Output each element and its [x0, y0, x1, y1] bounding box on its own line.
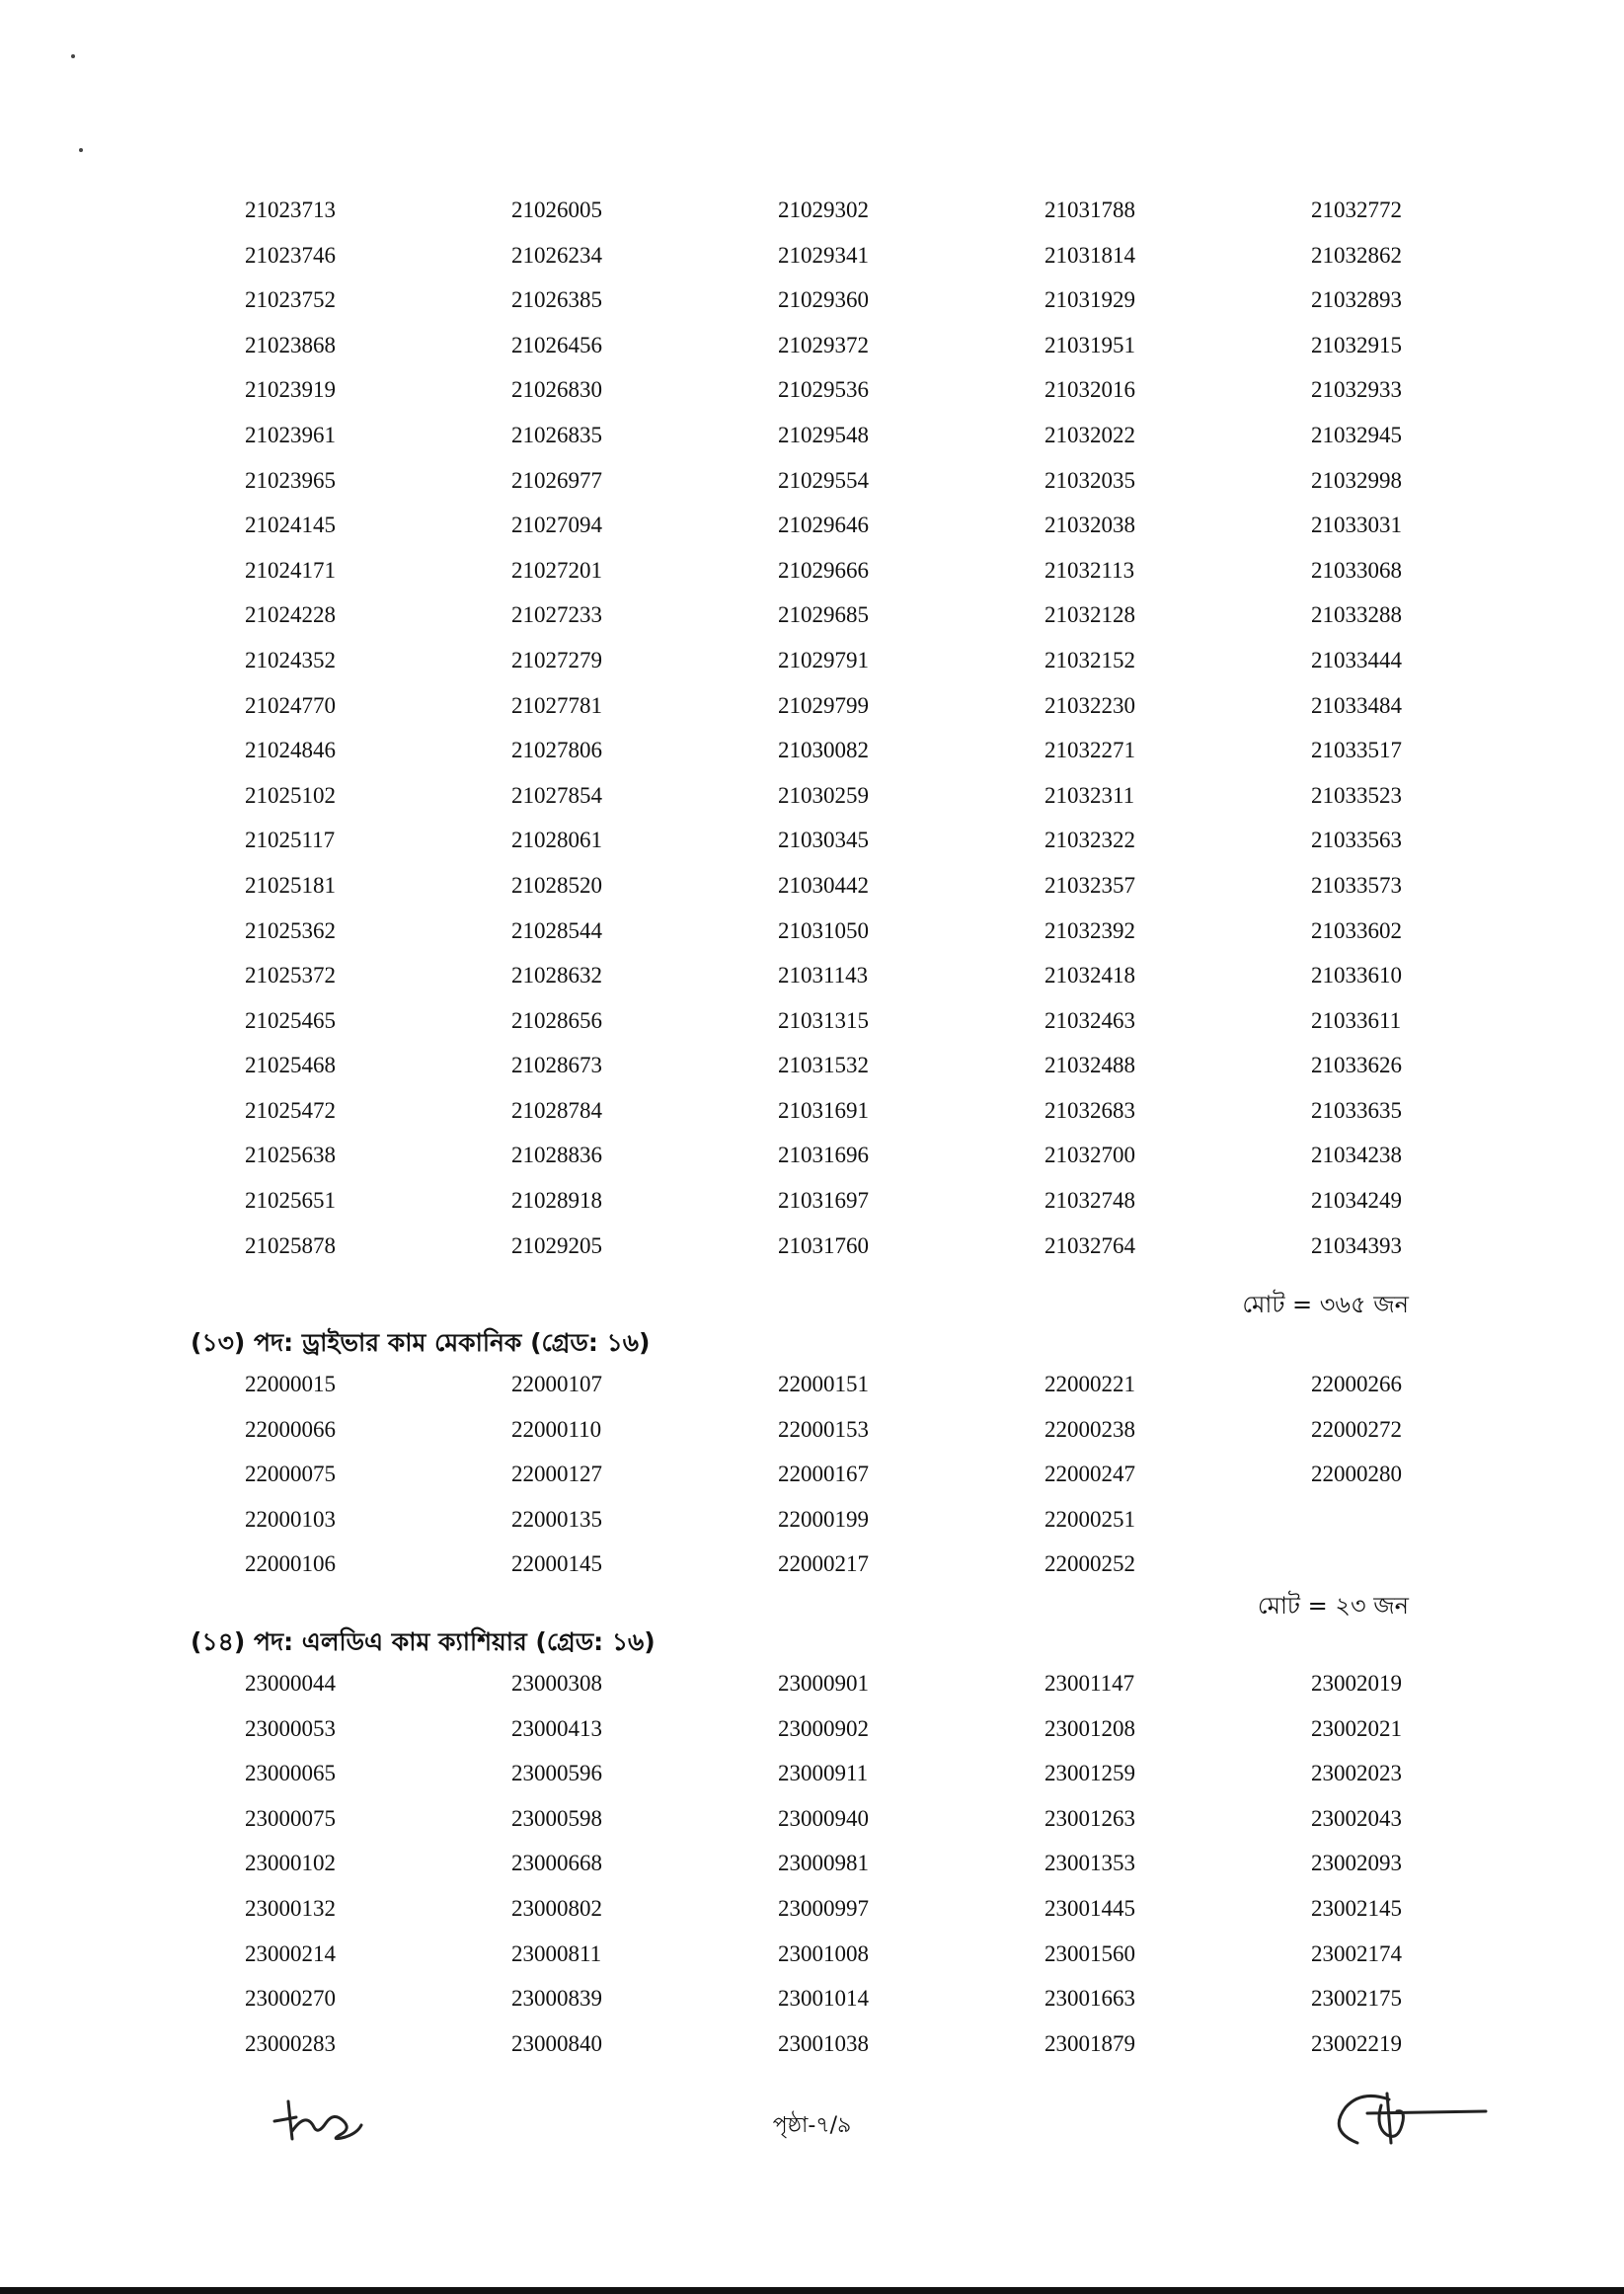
roll-number: 21025468 [245, 1053, 336, 1078]
roll-number: 22000075 [245, 1462, 336, 1487]
roll-number: 23000840 [511, 2030, 602, 2056]
roll-number: 21030345 [778, 828, 869, 853]
roll-number: 21024352 [245, 647, 336, 672]
roll-number: 21028632 [511, 963, 602, 989]
scan-speck [79, 148, 83, 152]
roll-number: 21026835 [511, 422, 602, 447]
roll-number: 23002021 [1311, 1715, 1402, 1741]
roll-number: 21027094 [511, 513, 602, 538]
roll-number: 21025181 [245, 872, 336, 898]
roll-number: 21033611 [1311, 1007, 1402, 1033]
roll-number: 21032357 [1044, 872, 1135, 898]
roll-number: 22000238 [1044, 1416, 1135, 1442]
roll-number: 21031788 [1044, 198, 1135, 222]
roll-number: 22000106 [245, 1551, 336, 1577]
roll-number: 21029646 [778, 513, 869, 538]
roll-number: 21029799 [778, 692, 869, 718]
roll-number: 21031143 [778, 963, 869, 989]
roll-number: 23000911 [778, 1761, 869, 1786]
roll-number: 21029302 [778, 198, 869, 222]
roll-number: 21023965 [245, 467, 336, 493]
roll-number: 21032748 [1044, 1188, 1135, 1214]
roll-number: 23000802 [511, 1895, 602, 1921]
roll-number: 21028918 [511, 1188, 602, 1214]
roll-number: 21026977 [511, 467, 602, 493]
roll-number: 23001208 [1044, 1715, 1135, 1741]
roll-number: 23000053 [245, 1715, 336, 1741]
roll-number: 22000066 [245, 1416, 336, 1442]
roll-number: 23000902 [778, 1715, 869, 1741]
roll-number: 21032016 [1044, 377, 1135, 403]
roll-number: 23000997 [778, 1895, 869, 1921]
roll-number: 21031050 [778, 917, 869, 943]
roll-number: 21033288 [1311, 602, 1402, 628]
roll-number: 21033573 [1311, 872, 1402, 898]
roll-number: 21032772 [1311, 198, 1402, 222]
roll-number: 21033517 [1311, 738, 1402, 763]
roll-number: 21029360 [778, 287, 869, 313]
roll-number: 21027233 [511, 602, 602, 628]
roll-number: 21027806 [511, 738, 602, 763]
roll-number: 23000044 [245, 1671, 336, 1696]
roll-number: 21029341 [778, 242, 869, 268]
roll-number: 21023746 [245, 242, 336, 268]
roll-number: 22000221 [1044, 1372, 1135, 1396]
roll-number: 23000102 [245, 1851, 336, 1876]
roll-number: 21033444 [1311, 647, 1402, 672]
roll-number: 22000251 [1044, 1506, 1135, 1532]
page-number: পৃষ্ঠা-৭/৯ [772, 2113, 852, 2138]
roll-number: 21032683 [1044, 1097, 1135, 1123]
roll-number: 21032418 [1044, 963, 1135, 989]
roll-number: 21031532 [778, 1053, 869, 1078]
roll-number: 23000413 [511, 1715, 602, 1741]
roll-number: 21027279 [511, 647, 602, 672]
roll-number: 21028784 [511, 1097, 602, 1123]
roll-number: 21025472 [245, 1097, 336, 1123]
roll-number: 23000214 [245, 1940, 336, 1966]
roll-number: 22000135 [511, 1506, 602, 1532]
roll-number [1311, 1542, 1410, 1587]
roll-number: 21031696 [778, 1143, 869, 1168]
roll-number: 23000901 [778, 1671, 869, 1696]
roll-number: 22000151 [778, 1372, 869, 1396]
roll-number: 21025878 [245, 1232, 336, 1258]
roll-number: 22000153 [778, 1416, 869, 1442]
roll-number: 21032113 [1044, 557, 1135, 583]
roll-number: 21025651 [245, 1188, 336, 1214]
roll-number: 21032862 [1311, 242, 1402, 268]
roll-number: 22000272 [1311, 1416, 1402, 1442]
roll-number: 23000940 [778, 1805, 869, 1831]
roll-number: 23002019 [1311, 1671, 1402, 1696]
roll-number: 21032322 [1044, 828, 1135, 853]
roll-number: 21032311 [1044, 782, 1135, 808]
roll-number: 21027201 [511, 557, 602, 583]
roll-number: 21028836 [511, 1143, 602, 1168]
roll-number: 22000266 [1311, 1372, 1402, 1396]
roll-number: 22000217 [778, 1551, 869, 1577]
scan-speck [71, 54, 75, 58]
roll-number: 21032022 [1044, 422, 1135, 447]
roll-number: 21029548 [778, 422, 869, 447]
roll-number: 21031929 [1044, 287, 1135, 313]
roll-number: 23002145 [1311, 1895, 1402, 1921]
roll-number: 21033068 [1311, 557, 1402, 583]
roll-number: 21033635 [1311, 1097, 1402, 1123]
roll-number: 21030259 [778, 782, 869, 808]
roll-number: 21026385 [511, 287, 602, 313]
roll-number: 21025638 [245, 1143, 336, 1168]
roll-number: 21023713 [245, 198, 336, 222]
roll-number: 22000247 [1044, 1462, 1135, 1487]
roll-number: 23000075 [245, 1805, 336, 1831]
roll-number: 22000145 [511, 1551, 602, 1577]
roll-number: 21027781 [511, 692, 602, 718]
roll-number: 21032764 [1044, 1232, 1135, 1258]
roll-number: 21034249 [1311, 1188, 1402, 1214]
roll-number: 21031691 [778, 1097, 869, 1123]
roll-number: 21029791 [778, 647, 869, 672]
roll-number: 21032933 [1311, 377, 1402, 403]
roll-number: 23001263 [1044, 1805, 1135, 1831]
roll-number: 21025362 [245, 917, 336, 943]
roll-number: 22000280 [1311, 1462, 1402, 1487]
roll-number: 21026234 [511, 242, 602, 268]
roll-number: 21028544 [511, 917, 602, 943]
roll-number: 23002219 [1311, 2030, 1402, 2056]
roll-number: 21032152 [1044, 647, 1135, 672]
roll-number: 21031315 [778, 1007, 869, 1033]
roll-number: 21033563 [1311, 828, 1402, 853]
roll-number: 21030082 [778, 738, 869, 763]
roll-number: 23002023 [1311, 1761, 1402, 1786]
roll-number: 21031814 [1044, 242, 1135, 268]
roll-number: 21032945 [1311, 422, 1402, 447]
roll-number: 21025372 [245, 963, 336, 989]
section-total: মোট = ২৩ জন [1257, 1592, 1409, 1620]
roll-number: 23002175 [1311, 1986, 1402, 2012]
roll-number: 21033031 [1311, 513, 1402, 538]
roll-number: 21034238 [1311, 1143, 1402, 1168]
roll-number: 21033523 [1311, 782, 1402, 808]
roll-number: 21029372 [778, 332, 869, 357]
roll-number: 21026830 [511, 377, 602, 403]
roll-number: 21032035 [1044, 467, 1135, 493]
roll-number: 23000270 [245, 1986, 336, 2012]
roll-number: 21026456 [511, 332, 602, 357]
roll-number: 21032915 [1311, 332, 1402, 357]
roll-number: 23001560 [1044, 1940, 1135, 1966]
section-heading-lda-cum-cashier: (১৪) পদ: এলডিএ কাম ক্যাশিয়ার (গ্রেড: ১৬) [191, 1627, 656, 1656]
roll-number: 21034393 [1311, 1232, 1402, 1258]
roll-number: 21023752 [245, 287, 336, 313]
roll-number: 22000015 [245, 1372, 336, 1396]
roll-number: 23000065 [245, 1761, 336, 1786]
roll-number: 21023868 [245, 332, 336, 357]
roll-number: 21029554 [778, 467, 869, 493]
roll-number: 21024228 [245, 602, 336, 628]
roll-number: 21023919 [245, 377, 336, 403]
roll-number: 23000981 [778, 1851, 869, 1876]
roll-number-grid-section-14 [245, 1661, 1410, 2066]
roll-number: 21024770 [245, 692, 336, 718]
roll-number-grid-section-12 [245, 188, 1410, 1268]
roll-number [1311, 1497, 1410, 1543]
section-heading-driver-cum-mechanic: (১৩) পদ: ড্রাইভার কাম মেকানিক (গ্রেড: ১৬) [191, 1328, 651, 1357]
roll-number: 21028656 [511, 1007, 602, 1033]
roll-number: 23002043 [1311, 1805, 1402, 1831]
roll-number: 21033610 [1311, 963, 1402, 989]
roll-number: 23001879 [1044, 2030, 1135, 2056]
roll-number: 22000252 [1044, 1551, 1135, 1577]
roll-number: 21031760 [778, 1232, 869, 1258]
roll-number: 21028520 [511, 872, 602, 898]
roll-number: 22000103 [245, 1506, 336, 1532]
roll-number: 21029205 [511, 1232, 602, 1258]
roll-number: 21033484 [1311, 692, 1402, 718]
roll-number: 21024846 [245, 738, 336, 763]
roll-number: 21031951 [1044, 332, 1135, 357]
roll-number: 23000132 [245, 1895, 336, 1921]
roll-number: 23001038 [778, 2030, 869, 2056]
roll-number: 21025117 [245, 828, 336, 853]
roll-number: 22000167 [778, 1462, 869, 1487]
roll-number: 21026005 [511, 198, 602, 222]
roll-number: 23000308 [511, 1671, 602, 1696]
roll-number: 21032038 [1044, 513, 1135, 538]
roll-number: 21024145 [245, 513, 336, 538]
section-total: মোট = ৩৬৫ জন [1242, 1291, 1409, 1318]
roll-number: 22000127 [511, 1462, 602, 1487]
roll-number: 23001147 [1044, 1671, 1135, 1696]
roll-number: 21032128 [1044, 602, 1135, 628]
roll-number: 21032392 [1044, 917, 1135, 943]
signature-right [1318, 2082, 1496, 2156]
roll-number: 21032700 [1044, 1143, 1135, 1168]
roll-number: 21027854 [511, 782, 602, 808]
roll-number: 23000596 [511, 1761, 602, 1786]
roll-number: 23001445 [1044, 1895, 1135, 1921]
roll-number: 21029666 [778, 557, 869, 583]
roll-number: 23002174 [1311, 1940, 1402, 1966]
roll-number: 21025102 [245, 782, 336, 808]
roll-number: 21032893 [1311, 287, 1402, 313]
roll-number: 21032488 [1044, 1053, 1135, 1078]
roll-number: 22000110 [511, 1416, 602, 1442]
roll-number: 21032271 [1044, 738, 1135, 763]
roll-number: 23000598 [511, 1805, 602, 1831]
roll-number-grid-section-13 [245, 1362, 1410, 1587]
roll-number: 22000199 [778, 1506, 869, 1532]
roll-number: 21023961 [245, 422, 336, 447]
roll-number: 21028061 [511, 828, 602, 853]
roll-number: 23000283 [245, 2030, 336, 2056]
roll-number: 23001353 [1044, 1851, 1135, 1876]
roll-number: 23001014 [778, 1986, 869, 2012]
roll-number: 21032998 [1311, 467, 1402, 493]
roll-number: 21025465 [245, 1007, 336, 1033]
roll-number: 21024171 [245, 557, 336, 583]
roll-number: 21031697 [778, 1188, 869, 1214]
roll-number: 23001663 [1044, 1986, 1135, 2012]
roll-number: 21028673 [511, 1053, 602, 1078]
roll-number: 23002093 [1311, 1851, 1402, 1876]
roll-number: 23000839 [511, 1986, 602, 2012]
roll-number: 23000668 [511, 1851, 602, 1876]
roll-number: 21033626 [1311, 1053, 1402, 1078]
roll-number: 21030442 [778, 872, 869, 898]
roll-number: 23000811 [511, 1940, 602, 1966]
roll-number: 21032463 [1044, 1007, 1135, 1033]
roll-number: 23001259 [1044, 1761, 1135, 1786]
roll-number: 21032230 [1044, 692, 1135, 718]
roll-number: 21029536 [778, 377, 869, 403]
roll-number: 22000107 [511, 1372, 602, 1396]
roll-number: 21029685 [778, 602, 869, 628]
roll-number: 21033602 [1311, 917, 1402, 943]
roll-number: 23001008 [778, 1940, 869, 1966]
scan-bottom-edge [0, 2287, 1624, 2294]
